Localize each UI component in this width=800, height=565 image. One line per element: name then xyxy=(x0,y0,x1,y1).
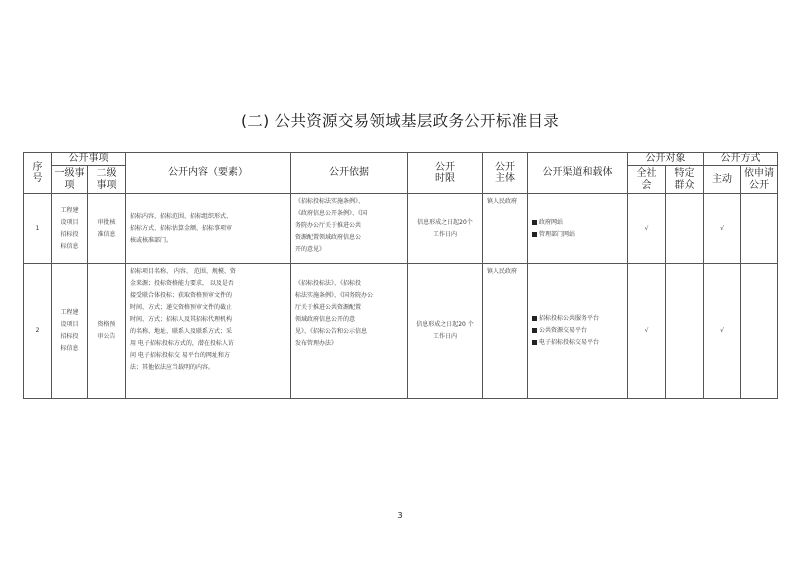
table-row xyxy=(24,264,778,399)
row-target-all: √ xyxy=(628,264,666,399)
row-target-specific xyxy=(666,264,704,399)
header-target-specific: 特定 群众 xyxy=(666,166,704,194)
header-matter: 公开事项 xyxy=(52,153,126,166)
row-method-request xyxy=(741,264,778,399)
header-level1: 一级事 项 xyxy=(52,166,88,194)
row-level1: 工程建 设项目 招标投 标信息 xyxy=(52,264,88,399)
header-method-request: 依申请 公开 xyxy=(741,166,778,194)
row-basis: 《招标投标法》、《招标投 标法实施条例》、《国务院办公 厅关于推进公共资源配置 领域政府信息公开的意 见》、《招标公告和公示信息 发布管理办法》 xyxy=(291,264,408,399)
row-content: 招标内容、招标范围、招标组织形式、 招标方式、招标估算金额、招标事项审 核或核准部门。 xyxy=(126,194,291,264)
bullet-square-icon xyxy=(532,232,537,237)
header-channel: 公开渠道和载体 xyxy=(528,153,628,194)
row-level2: 审批核 准信息 xyxy=(88,194,126,264)
row-content: 招标项目名称、 内容、 范围、规模、资 金来源；投标资格能力要求， 以及是否 接受联合体投标；获取资格预审文件的 时间、方式；递交资格预审文件的截止 时间、方式；招标人及其招标代理机构 的名称、地址、联系人及联系方式；采 用 电子招标投标方式的，潜在投标人访 问 电子招标投标交 易平台的网址和方 法；其他依法应当载明的内容。 xyxy=(126,264,291,399)
row-time-limit: 信息形成之日起20 个 工作日内 xyxy=(408,264,483,399)
row-channels: 招标投标公共服务平台 公共资源交易平台 电子招标投标交易平台 xyxy=(528,264,628,399)
header-target: 公开对象 xyxy=(628,153,704,166)
bullet-square-icon xyxy=(532,220,537,225)
row-method-request xyxy=(741,194,778,264)
header-subject: 公开 主体 xyxy=(483,153,528,194)
header-basis: 公开依据 xyxy=(291,153,408,194)
header-method: 公开方式 xyxy=(704,153,778,166)
standard-catalog-table xyxy=(23,152,778,399)
table-row xyxy=(24,194,778,264)
row-target-all: √ xyxy=(628,194,666,264)
header-method-active: 主动 xyxy=(704,166,741,194)
header-content: 公开内容（要素） xyxy=(126,153,291,194)
row-time-limit: 信息形成之日起20个 工作日内 xyxy=(408,194,483,264)
row-seq: 1 xyxy=(24,194,52,264)
row-method-active: √ xyxy=(704,194,741,264)
row-target-specific xyxy=(666,194,704,264)
row-channels: 政府网站 管理部门网站 xyxy=(528,194,628,264)
header-level2: 二级 事项 xyxy=(88,166,126,194)
row-method-active: √ xyxy=(704,264,741,399)
row-level1: 工程建 设项目 招标投 标信息 xyxy=(52,194,88,264)
header-time-limit: 公开 时限 xyxy=(408,153,483,194)
bullet-square-icon xyxy=(532,328,537,333)
row-subject: 镇人民政府 xyxy=(483,194,528,264)
page-title: (二) 公共资源交易领域基层政务公开标准目录 xyxy=(240,112,560,130)
bullet-square-icon xyxy=(532,316,537,321)
page-number: 3 xyxy=(397,511,403,520)
row-seq: 2 xyxy=(24,264,52,399)
row-basis: 《招标投标法实施条例》、 《政府信息公开条例》、《国 务院办公厅关于推进公共 资源配置领域政府信息公 开的意见》 xyxy=(291,194,408,264)
bullet-square-icon xyxy=(532,340,537,345)
header-seq: 序 号 xyxy=(24,153,52,194)
row-level2: 资格预 审公告 xyxy=(88,264,126,399)
row-subject: 镇人民政府 xyxy=(483,264,528,399)
header-target-all: 全社 会 xyxy=(628,166,666,194)
